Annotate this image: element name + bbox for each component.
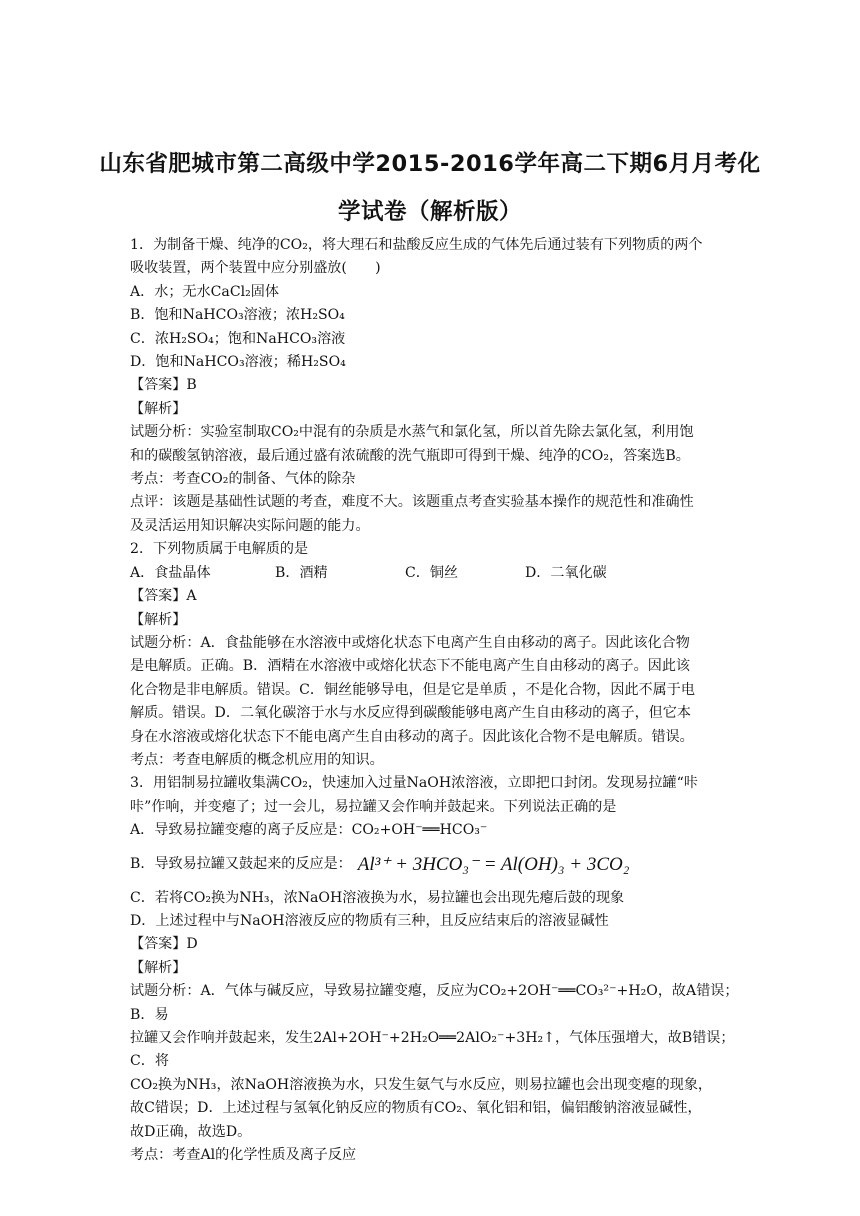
q2-analysis: 解质。错误。D．二氧化碳溶于水与水反应得到碳酸能够电离产生自由移动的离子，但它本: [130, 705, 691, 722]
q3-option-a: A．导致易拉罐变瘪的离子反应是：CO₂+OH⁻══HCO₃⁻: [130, 822, 488, 839]
q2-option-d: D．二氧化碳: [525, 564, 607, 581]
document-title-line-1: 山东省肥城市第二高级中学2015-2016学年高二下期6月月考化: [99, 151, 761, 177]
q2-analysis: 化合物是非电解质。错误。C．铜丝能够导电，但是它是单质 ，不是化合物，因此不属于电: [130, 681, 695, 698]
q3-stem: 咔”作响，并变瘪了；过一会儿，易拉罐又会作响并鼓起来。下列说法正确的是: [130, 798, 617, 815]
q2-option-a: A．食盐晶体: [130, 564, 211, 581]
q2-option-c: C．铜丝: [405, 564, 459, 581]
q3-knowledge-point: 考点：考查Al的化学性质及离子反应: [130, 1147, 357, 1164]
document-title-line-2: 学试卷（解析版）: [337, 199, 522, 225]
q1-analysis-heading: 【解析】: [130, 400, 187, 417]
q2-option-b: B．酒精: [275, 564, 328, 581]
q1-stem: 吸收装置，两个装置中应分别盛放( ): [130, 260, 381, 277]
q1-analysis: 试题分析：实验室制取CO₂中混有的杂质是水蒸气和氯化氢，所以首先除去氯化氢，利用饱: [130, 424, 694, 441]
q3-stem: 3．用铝制易拉罐收集满CO₂，快速加入过量NaOH浓溶液，立即把口封闭。发现易拉罐“咔: [130, 775, 698, 792]
q1-option-c: C．浓H₂SO₄；饱和NaHCO₃溶液: [130, 330, 346, 347]
q3-option-b-equation: Al³⁺ + 3HCO₃⁻ = Al(OH)₃ + 3CO₂: [357, 853, 630, 875]
q2-answer: 【答案】A: [130, 588, 197, 605]
q3-analysis: 故C错误；D．上述过程与氢氧化钠反应的物质有CO₂、氧化铝和铝，偏铝酸钠溶液显碱性，: [130, 1100, 702, 1117]
q1-option-d: D．饱和NaHCO₃溶液；稀H₂SO₄: [130, 354, 346, 371]
q1-option-a: A．水；无水CaCl₂固体: [130, 283, 279, 300]
q2-stem: 2．下列物质属于电解质的是: [130, 541, 309, 558]
q2-options: [130, 562, 740, 585]
q3-analysis: 试题分析：A．气体与碱反应，导致易拉罐变瘪，反应为CO₂+2OH⁻══CO₃²⁻+H₂O，故A错误；B．易: [130, 983, 739, 1023]
q3-analysis: 拉罐又会作响并鼓起来，发生2Al+2OH⁻+2H₂O══2AlO₂⁻+3H₂↑，气体压强增大，故B错误；C．将: [130, 1030, 735, 1070]
q2-analysis: 是电解质。正确。B．酒精在水溶液中或熔化状态下不能电离产生自由移动的离子。因此该: [130, 658, 691, 675]
q2-knowledge-point: 考点：考查电解质的概念机应用的知识。: [130, 751, 384, 768]
q3-option-d: D．上述过程中与NaOH溶液反应的物质有三种，且反应结束后的溶液显碱性: [130, 912, 609, 929]
q1-knowledge-point: 考点：考查CO₂的制备、气体的除杂: [130, 471, 356, 488]
q1-stem: 1．为制备干燥、纯净的CO₂，将大理石和盐酸反应生成的气体先后通过装有下列物质的两个: [130, 237, 703, 253]
q3-analysis: 故D正确，故选D。: [130, 1123, 252, 1140]
q3-option-b-text: B．导致易拉罐又鼓起来的反应是：: [130, 855, 352, 872]
q1-analysis: 和的碳酸氢钠溶液，最后通过盛有浓硫酸的洗气瓶即可得到干燥、纯净的CO₂，答案选B。: [130, 447, 690, 464]
q3-option-b: [130, 843, 740, 887]
q2-analysis: 身在水溶液或熔化状态下不能电离产生自由移动的离子。因此该化合物不是电解质。错误。: [130, 728, 694, 745]
q2-analysis: 试题分析：A．食盐能够在水溶液中或熔化状态下电离产生自由移动的离子。因此该化合物: [130, 634, 690, 651]
document-body: [130, 234, 740, 1167]
q3-analysis: CO₂换为NH₃，浓NaOH溶液换为水，只发生氨气与水反应，则易拉罐也会出现变瘪的现象，: [130, 1076, 713, 1093]
q3-answer: 【答案】D: [130, 936, 198, 953]
q1-option-b: B．饱和NaHCO₃溶液；浓H₂SO₄: [130, 307, 345, 324]
q3-option-c: C．若将CO₂换为NH₃，浓NaOH溶液换为水，易拉罐也会出现先瘪后鼓的现象: [130, 889, 625, 906]
q1-answer: 【答案】B: [130, 377, 197, 394]
q1-comment: 点评：该题是基础性试题的考查，难度不大。该题重点考查实验基本操作的规范性和准确性: [130, 494, 694, 511]
q1-comment: 及灵活运用知识解决实际问题的能力。: [130, 517, 370, 534]
q2-analysis-heading: 【解析】: [130, 611, 187, 628]
q3-analysis-heading: 【解析】: [130, 959, 187, 976]
